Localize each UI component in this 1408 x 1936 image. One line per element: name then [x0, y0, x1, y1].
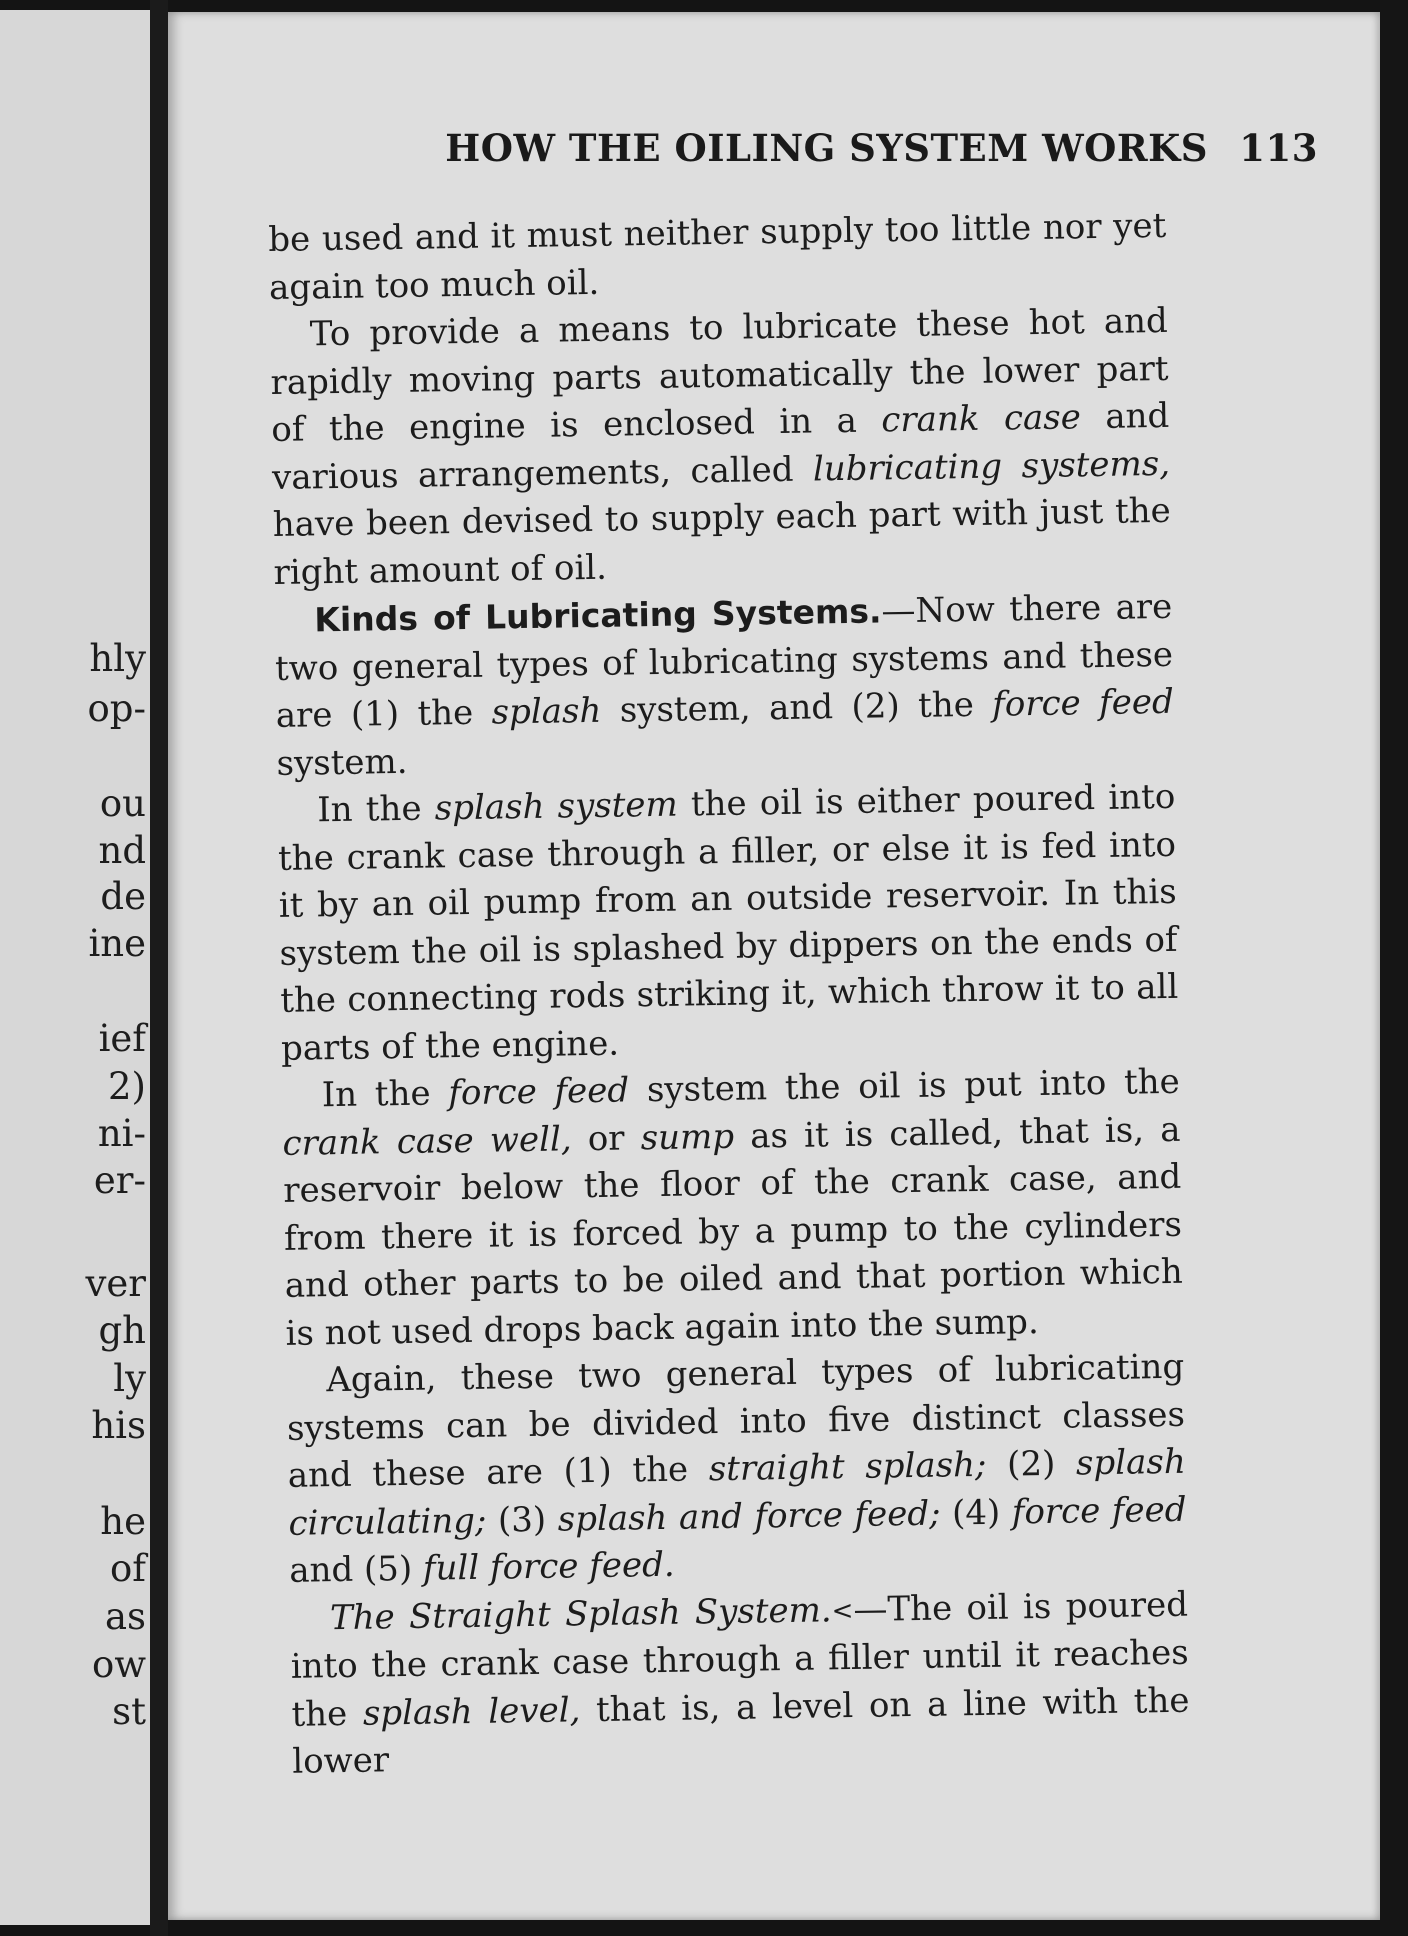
italic-term: splash	[491, 690, 602, 733]
italic-term: splash and force feed;	[557, 1493, 941, 1540]
left-page-line: ly	[113, 1357, 146, 1400]
left-page-line: ief	[98, 1017, 146, 1060]
left-page-line: ow	[92, 1643, 146, 1686]
italic-term: crank case well,	[282, 1118, 572, 1164]
left-page-line: as	[104, 1595, 146, 1638]
left-page-line: st	[112, 1690, 146, 1733]
section-heading: Kinds of Lubricating Systems.	[314, 591, 882, 640]
italic-term: sump	[640, 1116, 735, 1158]
italic-term: force feed	[448, 1070, 630, 1114]
paragraph: In the force feed system the oil is put into the crank case well, or sump as it is called, that is, a reservoir below the floor of the crank case, and from there it is forced by a pump to the cylinders and other parts to be oiled and that portion which is not used drops back again into the sump.	[282, 1061, 1183, 1354]
italic-term: crank case	[881, 397, 1082, 441]
italic-term: straight splash;	[708, 1444, 987, 1490]
paragraph: Again, these two general types of lubricating systems can be divided into five distinct classes and these are (1) the straight splash; (2) splash circulating; (3) splash and force feed; (4) force feed and (5) full force feed.	[286, 1346, 1187, 1591]
paragraph-continued: be used and it must neither supply too little nor yet again too much oil.	[268, 205, 1167, 308]
left-page-line: ni-	[97, 1112, 146, 1155]
previous-page-fragment	[0, 10, 150, 1925]
left-page-line: nd	[98, 829, 146, 872]
paragraph: To provide a means to lubricate these hot and rapidly moving parts automatically the lower part of the engine is enclosed in a crank case and various arrangements, called lubricating systems, have been devised to supply each part with just the right amount of oil.	[270, 300, 1172, 593]
left-page-line: er-	[93, 1159, 146, 1202]
book-page	[168, 12, 1380, 1920]
italic-term: force feed	[991, 681, 1175, 725]
italic-term: lubricating systems,	[812, 443, 1171, 489]
italic-term: splash level,	[362, 1689, 581, 1734]
book-gutter	[150, 0, 168, 1936]
page-number: 113	[1239, 126, 1318, 170]
running-title: HOW THE OILING SYSTEM WORKS	[445, 126, 1208, 170]
paragraph: The Straight Splash System.<—The oil is poured into the crank case through a filler until it reaches the splash level, that is, a level on a line with the lower	[290, 1584, 1190, 1782]
left-page-line: de	[100, 875, 146, 918]
margin-mark: <	[831, 1595, 854, 1626]
left-page-line: he	[100, 1500, 146, 1543]
italic-term: full force feed.	[422, 1544, 675, 1589]
left-page-line: ou	[99, 782, 146, 825]
page-body	[268, 203, 1191, 1786]
paragraph: In the splash system the oil is either poured into the crank case through a filler, or else it is fed into it by an oil pump from an outside reservoir. In this system the oil is splashed by dippers on the ends of the connecting rods striking it, which throw it to all parts of the engine.	[277, 776, 1179, 1069]
paragraph: Kinds of Lubricating Systems.—Now there are two general types of lubricating systems and these are (1) the splash system, and (2) the force feed system.	[274, 586, 1175, 784]
left-page-line: his	[91, 1404, 146, 1447]
section-heading-italic: The Straight Splash System.	[329, 1589, 832, 1638]
left-page-line: gh	[98, 1309, 146, 1352]
left-page-line: ine	[88, 922, 146, 965]
left-page-line: hly	[89, 637, 146, 680]
left-page-line: op-	[87, 687, 146, 730]
left-page-line: of	[110, 1547, 146, 1590]
page-edge-shadow	[1380, 0, 1408, 1936]
italic-term: splash system	[434, 784, 679, 829]
left-page-line: ver	[85, 1262, 146, 1305]
italic-term: force feed	[1011, 1489, 1187, 1532]
left-page-line: 2)	[108, 1065, 146, 1108]
italic-term: splash circulating;	[288, 1441, 1186, 1544]
